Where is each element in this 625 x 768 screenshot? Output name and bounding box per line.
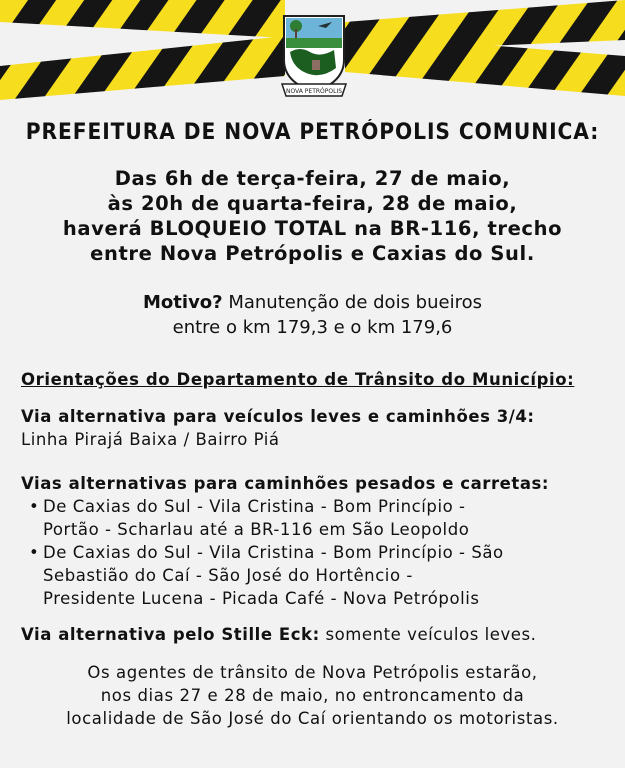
reason-description: Manutenção de dois bueiros	[222, 292, 482, 313]
reason-location: entre o km 179,3 e o km 179,6	[172, 317, 453, 338]
closure-notice-line: haverá BLOQUEIO TOTAL na BR-116, trecho	[62, 217, 563, 240]
closure-notice-line: às 20h de quarta-feira, 28 de maio,	[107, 192, 518, 215]
crest-ribbon-text: NOVA PETRÓPOLIS	[285, 88, 343, 95]
list-item	[21, 495, 611, 541]
stille-eck-text: somente veículos leves.	[319, 625, 537, 644]
reason-label: Motivo?	[143, 292, 223, 313]
page-title: PREFEITURA DE NOVA PETRÓPOLIS COMUNICA:	[25, 120, 600, 145]
closure-notice-line: entre Nova Petrópolis e Caxias do Sul.	[90, 242, 535, 265]
footer-line: Os agentes de trânsito de Nova Petrópolis estarão,	[87, 663, 538, 682]
orientation-heading: Orientações do Departamento de Trânsito do Município:	[21, 370, 575, 389]
stille-eck-section	[21, 623, 611, 646]
heavy-vehicles-title: Vias alternativas para caminhões pesados e carretas:	[21, 474, 550, 493]
closure-notice	[0, 166, 625, 266]
route-line: De Caxias do Sul - Vila Cristina - Bom Princípio -	[43, 497, 466, 516]
closure-notice-line: Das 6h de terça-feira, 27 de maio,	[114, 167, 511, 190]
bullet-icon: •	[29, 543, 40, 562]
route-line: De Caxias do Sul - Vila Cristina - Bom Princípio - São	[43, 543, 504, 562]
route-line: Presidente Lucena - Picada Café - Nova Petrópolis	[43, 589, 480, 608]
route-line: Portão - Scharlau até a BR-116 em São Leopoldo	[43, 520, 470, 539]
reason-text	[0, 290, 625, 340]
tape-band-top-left	[0, 0, 285, 38]
list-item	[21, 541, 611, 610]
bullet-icon: •	[29, 497, 40, 516]
footer-notice	[0, 661, 625, 730]
route-line: Sebastião do Caí - São José do Hortêncio -	[43, 566, 413, 585]
light-vehicles-section	[21, 405, 611, 451]
footer-line: nos dias 27 e 28 de maio, no entroncamento da	[100, 686, 525, 705]
light-vehicles-route: Linha Pirajá Baixa / Bairro Piá	[21, 430, 280, 449]
footer-line: localidade de São José do Caí orientando os motoristas.	[66, 709, 559, 728]
municipal-crest-icon	[280, 12, 348, 100]
heavy-vehicles-section	[21, 472, 611, 610]
heavy-routes-list	[21, 495, 611, 610]
stille-eck-label: Via alternativa pelo Stille Eck:	[21, 625, 320, 644]
tape-band-lower-left	[0, 36, 285, 100]
light-vehicles-title: Via alternativa para veículos leves e caminhões 3/4:	[21, 407, 535, 426]
